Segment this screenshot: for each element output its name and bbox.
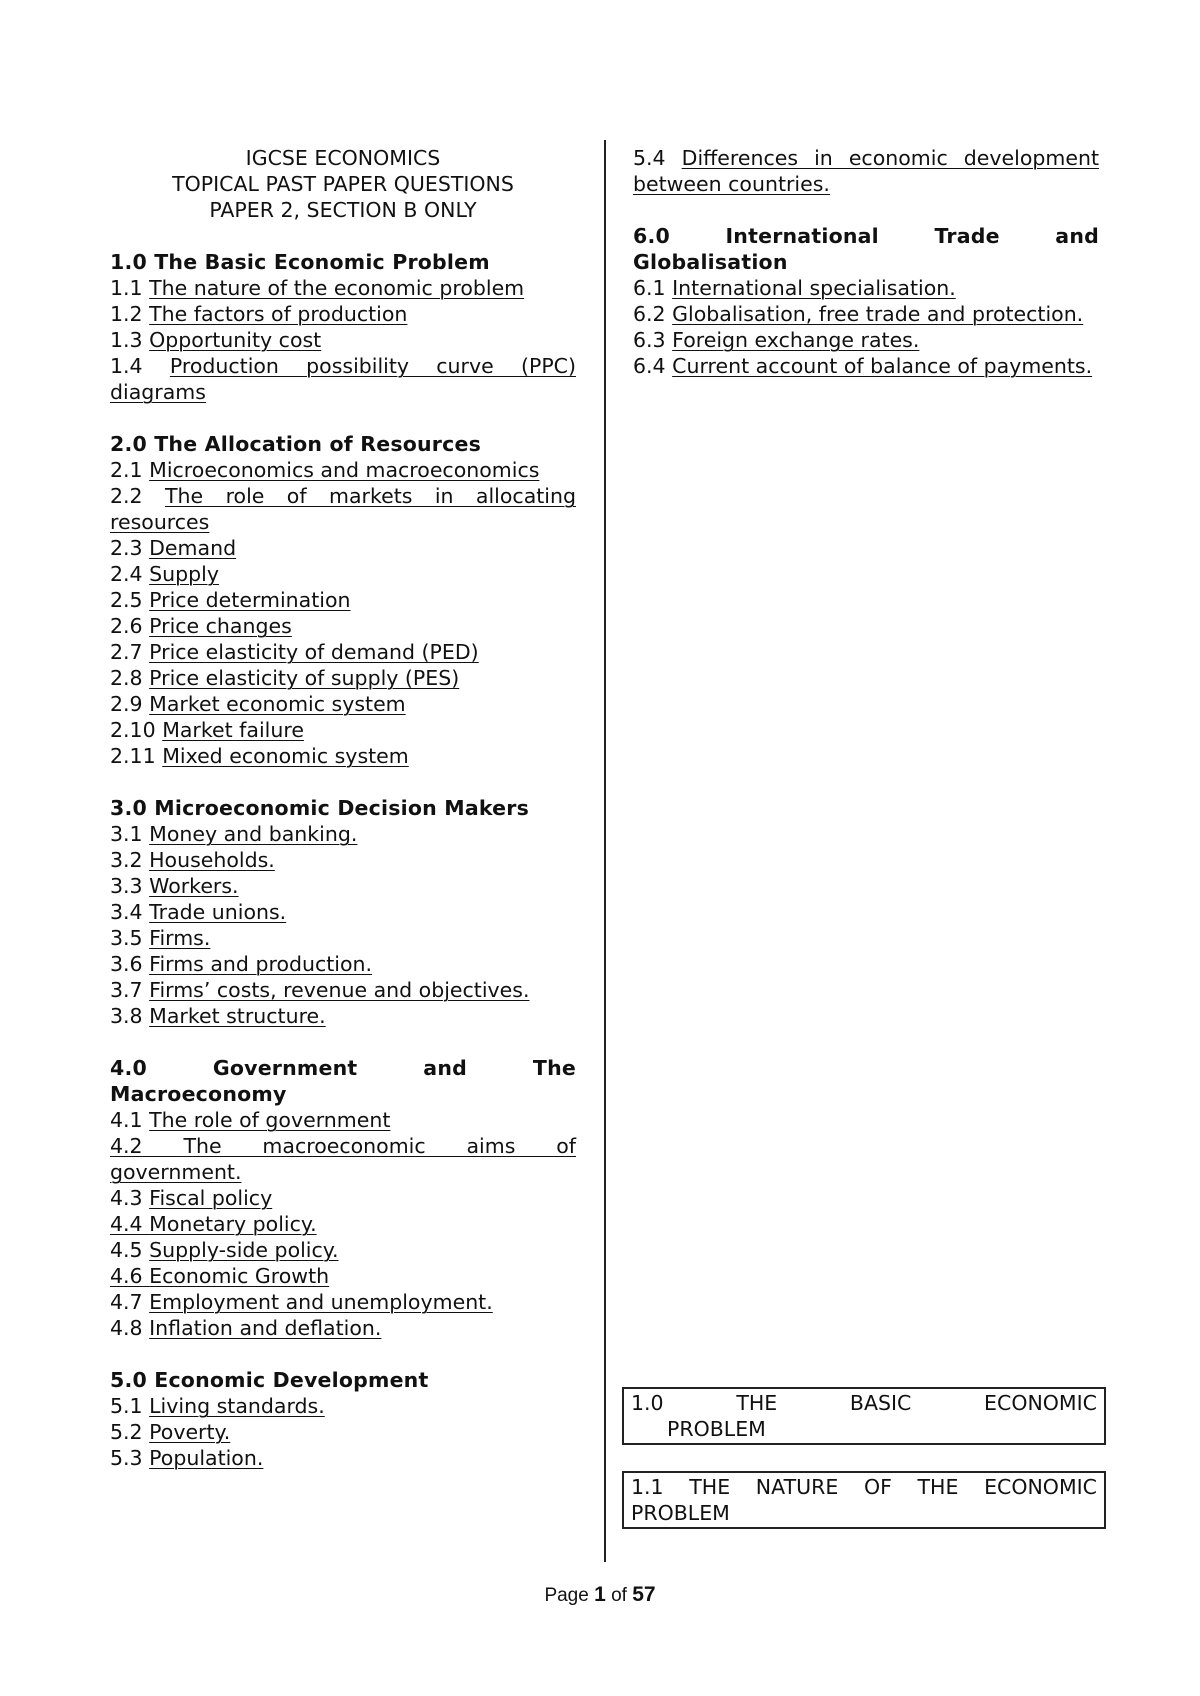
toc-link[interactable]: Households.	[149, 848, 275, 872]
page-footer	[0, 1583, 1200, 1607]
toc-item-4-1[interactable]: 4.1 The role of government	[110, 1108, 391, 1132]
toc-link[interactable]: Economic Growth	[149, 1264, 330, 1288]
toc-item-5-3[interactable]: 5.3 Population.	[110, 1446, 264, 1470]
toc-item-2-10[interactable]: 2.10 Market failure	[110, 718, 304, 742]
toc-item-4-8[interactable]: 4.8 Inflation and deflation.	[110, 1316, 382, 1340]
section-2-heading: 2.0 The Allocation of Resources	[110, 432, 481, 456]
toc-item-4-4[interactable]: 4.4 Monetary policy.	[110, 1212, 317, 1236]
total-pages: 57	[632, 1583, 656, 1606]
toc-item-6-2[interactable]: 6.2 Globalisation, free trade and protection.	[633, 302, 1084, 326]
toc-link[interactable]: Poverty.	[149, 1420, 231, 1444]
toc-link[interactable]: Living standards.	[149, 1394, 325, 1418]
section-3-heading: 3.0 Microeconomic Decision Makers	[110, 796, 529, 820]
toc-item-2-2[interactable]: 2.2 The role of markets in allocating resources	[110, 484, 576, 534]
doc-title-line3: PAPER 2, SECTION B ONLY	[209, 198, 477, 222]
toc-item-6-1[interactable]: 6.1 International specialisation.	[633, 276, 956, 300]
toc-link[interactable]: The role of government	[149, 1108, 391, 1132]
toc-link[interactable]: Foreign exchange rates.	[672, 328, 920, 352]
toc-item-1-2[interactable]: 1.2 The factors of production	[110, 302, 408, 326]
toc-item-6-4[interactable]: 6.4 Current account of balance of payments.	[633, 354, 1093, 378]
toc-item-3-8[interactable]: 3.8 Market structure.	[110, 1004, 326, 1028]
toc-item-2-7[interactable]: 2.7 Price elasticity of demand (PED)	[110, 640, 479, 664]
toc-link[interactable]: Workers.	[149, 874, 239, 898]
toc-link[interactable]: Opportunity cost	[149, 328, 322, 352]
toc-item-3-5[interactable]: 3.5 Firms.	[110, 926, 211, 950]
toc-link[interactable]: The macroeconomic aims of government.	[110, 1134, 576, 1184]
toc-link[interactable]: Globalisation, free trade and protection.	[672, 302, 1084, 326]
toc-link[interactable]: Supply	[149, 562, 219, 586]
toc-item-2-11[interactable]: 2.11 Mixed economic system	[110, 744, 409, 768]
subtopic-heading-line2: PROBLEM	[631, 1501, 730, 1525]
toc-link[interactable]: Fiscal policy	[149, 1186, 273, 1210]
toc-link[interactable]: Demand	[149, 536, 237, 560]
toc-link[interactable]: Price changes	[149, 614, 292, 638]
toc-item-2-8[interactable]: 2.8 Price elasticity of supply (PES)	[110, 666, 460, 690]
toc-link[interactable]: Microeconomics and macroeconomics	[149, 458, 540, 482]
doc-title-line2: TOPICAL PAST PAPER QUESTIONS	[172, 172, 514, 196]
toc-link[interactable]: Firms and production.	[149, 952, 373, 976]
toc-item-3-7[interactable]: 3.7 Firms’ costs, revenue and objectives.	[110, 978, 530, 1002]
toc-item-5-4[interactable]: 5.4 Differences in economic development between countries.	[633, 146, 1099, 196]
toc-link[interactable]: Monetary policy.	[149, 1212, 317, 1236]
toc-item-2-6[interactable]: 2.6 Price changes	[110, 614, 292, 638]
section-1-heading: 1.0 The Basic Economic Problem	[110, 250, 490, 274]
toc-item-5-1[interactable]: 5.1 Living standards.	[110, 1394, 325, 1418]
section-4-heading: 4.0 Government and The Macroeconomy	[110, 1056, 576, 1106]
toc-item-3-3[interactable]: 3.3 Workers.	[110, 874, 239, 898]
toc-item-4-5[interactable]: 4.5 Supply-side policy.	[110, 1238, 339, 1262]
toc-link[interactable]: Price elasticity of supply (PES)	[149, 666, 460, 690]
section-5-heading: 5.0 Economic Development	[110, 1368, 429, 1392]
toc-item-1-4[interactable]: 1.4 Production possibility curve (PPC) diagrams	[110, 354, 576, 404]
toc-item-4-2[interactable]: 4.2 The macroeconomic aims of government.	[110, 1134, 576, 1184]
left-column	[110, 145, 576, 1471]
toc-link[interactable]: Mixed economic system	[162, 744, 409, 768]
toc-item-3-2[interactable]: 3.2 Households.	[110, 848, 275, 872]
toc-link[interactable]: Employment and unemployment.	[149, 1290, 493, 1314]
toc-link[interactable]: The nature of the economic problem	[149, 276, 525, 300]
toc-link[interactable]: Market failure	[162, 718, 304, 742]
toc-link[interactable]: Firms’ costs, revenue and objectives.	[149, 978, 530, 1002]
toc-link[interactable]: Firms.	[149, 926, 211, 950]
toc-link[interactable]: Market economic system	[149, 692, 406, 716]
doc-title-line1: IGCSE ECONOMICS	[245, 146, 441, 170]
toc-link[interactable]: Price determination	[149, 588, 351, 612]
toc-link[interactable]: Market structure.	[149, 1004, 326, 1028]
topic-heading-line1: 1.0 THE BASIC ECONOMIC	[631, 1391, 1097, 1415]
toc-link[interactable]: International specialisation.	[672, 276, 956, 300]
subtopic-heading-line1: 1.1 THE NATURE OF THE ECONOMIC	[631, 1475, 1097, 1499]
toc-item-5-2[interactable]: 5.2 Poverty.	[110, 1420, 231, 1444]
toc-item-1-3[interactable]: 1.3 Opportunity cost	[110, 328, 322, 352]
section-6-heading: 6.0 International Trade and Globalisation	[633, 224, 1099, 274]
toc-item-3-6[interactable]: 3.6 Firms and production.	[110, 952, 373, 976]
toc-item-3-4[interactable]: 3.4 Trade unions.	[110, 900, 287, 924]
toc-item-4-7[interactable]: 4.7 Employment and unemployment.	[110, 1290, 493, 1314]
toc-item-2-9[interactable]: 2.9 Market economic system	[110, 692, 406, 716]
toc-item-1-1[interactable]: 1.1 The nature of the economic problem	[110, 276, 525, 300]
toc-link[interactable]: Differences in economic development between countries.	[633, 146, 1099, 196]
toc-link[interactable]: Money and banking.	[149, 822, 358, 846]
topic-heading-box-2	[622, 1471, 1106, 1529]
topic-heading-box-1	[622, 1387, 1106, 1445]
of-label: of	[611, 1585, 627, 1606]
toc-link[interactable]: The factors of production	[149, 302, 408, 326]
toc-item-2-1[interactable]: 2.1 Microeconomics and macroeconomics	[110, 458, 540, 482]
toc-link[interactable]: The role of markets in allocating resources	[110, 484, 576, 534]
toc-link[interactable]: Supply-side policy.	[149, 1238, 339, 1262]
toc-link[interactable]: Population.	[149, 1446, 264, 1470]
toc-item-4-6[interactable]: 4.6 Economic Growth	[110, 1264, 330, 1288]
toc-link[interactable]: Price elasticity of demand (PED)	[149, 640, 479, 664]
toc-item-2-5[interactable]: 2.5 Price determination	[110, 588, 351, 612]
toc-link[interactable]: Inflation and deflation.	[149, 1316, 382, 1340]
toc-link[interactable]: Current account of balance of payments.	[672, 354, 1093, 378]
page-label: Page	[544, 1585, 589, 1606]
toc-item-2-3[interactable]: 2.3 Demand	[110, 536, 237, 560]
toc-item-2-4[interactable]: 2.4 Supply	[110, 562, 219, 586]
column-divider	[604, 140, 606, 1562]
current-page: 1	[594, 1583, 606, 1606]
toc-item-6-3[interactable]: 6.3 Foreign exchange rates.	[633, 328, 920, 352]
toc-link[interactable]: Production possibility curve (PPC) diagrams	[110, 354, 576, 404]
topic-heading-line2: PROBLEM	[667, 1417, 766, 1441]
right-column	[633, 145, 1099, 379]
toc-link[interactable]: Trade unions.	[149, 900, 287, 924]
toc-item-3-1[interactable]: 3.1 Money and banking.	[110, 822, 358, 846]
toc-item-4-3[interactable]: 4.3 Fiscal policy	[110, 1186, 273, 1210]
